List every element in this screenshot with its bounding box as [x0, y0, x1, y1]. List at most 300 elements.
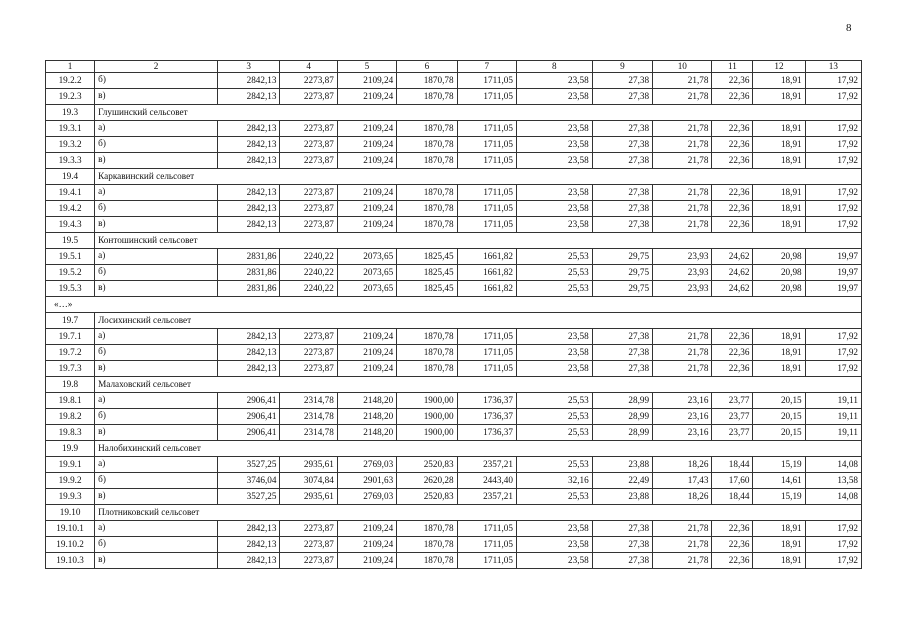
value-cell: 22,36	[712, 73, 753, 89]
value-cell: 18,26	[653, 489, 712, 505]
table-row	[46, 345, 862, 361]
table-row	[46, 425, 862, 441]
value-cell: 21,78	[653, 73, 712, 89]
value-cell: 19,97	[805, 281, 861, 297]
value-cell: 23,93	[653, 249, 712, 265]
value-cell: 2314,78	[280, 393, 337, 409]
table-row	[46, 137, 862, 153]
value-cell: 23,58	[516, 185, 592, 201]
value-cell: 20,15	[753, 425, 805, 441]
table-row	[46, 537, 862, 553]
value-cell: 2314,78	[280, 409, 337, 425]
value-cell: 2842,13	[218, 537, 280, 553]
section-title-cell: Малаховский сельсовет	[95, 377, 862, 393]
row-code-cell: 19.10.3	[46, 553, 95, 569]
row-code-cell: 19.10.2	[46, 537, 95, 553]
value-cell: 2109,24	[337, 521, 396, 537]
ellipsis-row	[46, 297, 862, 313]
table-row	[46, 409, 862, 425]
value-cell: 3527,25	[218, 489, 280, 505]
row-letter-cell: а)	[95, 121, 218, 137]
column-number-cell: 4	[280, 61, 337, 73]
row-letter-cell: б)	[95, 137, 218, 153]
value-cell: 2842,13	[218, 153, 280, 169]
value-cell: 29,75	[592, 281, 652, 297]
column-number-cell: 10	[653, 61, 712, 73]
value-cell: 1661,82	[457, 281, 516, 297]
row-code-cell: 19.7.3	[46, 361, 95, 377]
value-cell: 2769,03	[337, 489, 396, 505]
value-cell: 25,53	[516, 281, 592, 297]
table-row	[46, 393, 862, 409]
value-cell: 2935,61	[280, 489, 337, 505]
value-cell: 22,49	[592, 473, 652, 489]
table-row	[46, 121, 862, 137]
row-letter-cell: б)	[95, 537, 218, 553]
value-cell: 1736,37	[457, 409, 516, 425]
value-cell: 2906,41	[218, 393, 280, 409]
value-cell: 1736,37	[457, 425, 516, 441]
value-cell: 2357,21	[457, 489, 516, 505]
value-cell: 2842,13	[218, 185, 280, 201]
value-cell: 27,38	[592, 73, 652, 89]
row-letter-cell: в)	[95, 153, 218, 169]
value-cell: 28,99	[592, 393, 652, 409]
value-cell: 22,36	[712, 153, 753, 169]
value-cell: 2314,78	[280, 425, 337, 441]
table-header-row	[46, 61, 862, 73]
value-cell: 1900,00	[397, 409, 457, 425]
value-cell: 1870,78	[397, 345, 457, 361]
value-cell: 27,38	[592, 521, 652, 537]
value-cell: 2273,87	[280, 89, 337, 105]
value-cell: 27,38	[592, 361, 652, 377]
value-cell: 2273,87	[280, 217, 337, 233]
value-cell: 2240,22	[280, 265, 337, 281]
value-cell: 23,16	[653, 409, 712, 425]
value-cell: 21,78	[653, 553, 712, 569]
table-row	[46, 521, 862, 537]
table-row	[46, 473, 862, 489]
value-cell: 2109,24	[337, 153, 396, 169]
value-cell: 23,77	[712, 393, 753, 409]
value-cell: 25,53	[516, 249, 592, 265]
value-cell: 27,38	[592, 329, 652, 345]
value-cell: 23,58	[516, 521, 592, 537]
value-cell: 3074,84	[280, 473, 337, 489]
value-cell: 25,53	[516, 409, 592, 425]
table-row	[46, 329, 862, 345]
section-title-cell: Налобихинский сельсовет	[95, 441, 862, 457]
value-cell: 21,78	[653, 201, 712, 217]
value-cell: 2831,86	[218, 265, 280, 281]
value-cell: 1711,05	[457, 217, 516, 233]
section-title-cell: Контошинский сельсовет	[95, 233, 862, 249]
value-cell: 18,91	[753, 201, 805, 217]
table-row	[46, 265, 862, 281]
value-cell: 2769,03	[337, 457, 396, 473]
value-cell: 2073,65	[337, 249, 396, 265]
value-cell: 14,08	[805, 457, 861, 473]
value-cell: 19,11	[805, 409, 861, 425]
value-cell: 23,88	[592, 457, 652, 473]
value-cell: 21,78	[653, 521, 712, 537]
value-cell: 24,62	[712, 265, 753, 281]
value-cell: 22,36	[712, 329, 753, 345]
value-cell: 23,88	[592, 489, 652, 505]
value-cell: 22,36	[712, 121, 753, 137]
table-row	[46, 185, 862, 201]
table-row	[46, 89, 862, 105]
value-cell: 27,38	[592, 217, 652, 233]
row-code-cell: 19.5.3	[46, 281, 95, 297]
row-letter-cell: б)	[95, 345, 218, 361]
value-cell: 24,62	[712, 249, 753, 265]
value-cell: 2842,13	[218, 361, 280, 377]
section-code-cell: 19.9	[46, 441, 95, 457]
value-cell: 2109,24	[337, 329, 396, 345]
row-code-cell: 19.9.1	[46, 457, 95, 473]
value-cell: 25,53	[516, 393, 592, 409]
section-title-cell: Глушинский сельсовет	[95, 105, 862, 121]
value-cell: 2109,24	[337, 361, 396, 377]
row-letter-cell: в)	[95, 217, 218, 233]
tariff-table	[45, 60, 862, 569]
value-cell: 23,58	[516, 537, 592, 553]
value-cell: 2842,13	[218, 329, 280, 345]
value-cell: 2109,24	[337, 553, 396, 569]
value-cell: 1870,78	[397, 185, 457, 201]
row-code-cell: 19.2.2	[46, 73, 95, 89]
section-row	[46, 313, 862, 329]
value-cell: 24,62	[712, 281, 753, 297]
value-cell: 1870,78	[397, 137, 457, 153]
value-cell: 1870,78	[397, 553, 457, 569]
section-row	[46, 233, 862, 249]
row-letter-cell: б)	[95, 201, 218, 217]
value-cell: 25,53	[516, 265, 592, 281]
value-cell: 15,19	[753, 457, 805, 473]
value-cell: 18,91	[753, 73, 805, 89]
row-letter-cell: а)	[95, 393, 218, 409]
column-number-cell: 2	[95, 61, 218, 73]
value-cell: 21,78	[653, 329, 712, 345]
value-cell: 23,16	[653, 425, 712, 441]
value-cell: 23,77	[712, 409, 753, 425]
value-cell: 17,92	[805, 217, 861, 233]
value-cell: 21,78	[653, 217, 712, 233]
value-cell: 23,58	[516, 329, 592, 345]
row-code-cell: 19.4.1	[46, 185, 95, 201]
value-cell: 27,38	[592, 537, 652, 553]
value-cell: 22,36	[712, 185, 753, 201]
value-cell: 23,58	[516, 153, 592, 169]
value-cell: 21,78	[653, 185, 712, 201]
section-code-cell: 19.8	[46, 377, 95, 393]
value-cell: 20,98	[753, 265, 805, 281]
table-row	[46, 73, 862, 89]
section-code-cell: 19.7	[46, 313, 95, 329]
value-cell: 17,92	[805, 121, 861, 137]
column-number-cell: 12	[753, 61, 805, 73]
value-cell: 17,60	[712, 473, 753, 489]
value-cell: 27,38	[592, 553, 652, 569]
value-cell: 2520,83	[397, 457, 457, 473]
value-cell: 23,58	[516, 217, 592, 233]
value-cell: 17,43	[653, 473, 712, 489]
section-row	[46, 377, 862, 393]
table-row	[46, 361, 862, 377]
value-cell: 18,91	[753, 217, 805, 233]
value-cell: 2073,65	[337, 281, 396, 297]
value-cell: 21,78	[653, 153, 712, 169]
value-cell: 17,92	[805, 73, 861, 89]
value-cell: 22,36	[712, 137, 753, 153]
value-cell: 1711,05	[457, 153, 516, 169]
value-cell: 23,58	[516, 73, 592, 89]
column-number-cell: 9	[592, 61, 652, 73]
value-cell: 2831,86	[218, 249, 280, 265]
table-row	[46, 457, 862, 473]
row-letter-cell: б)	[95, 73, 218, 89]
value-cell: 2273,87	[280, 185, 337, 201]
value-cell: 1711,05	[457, 521, 516, 537]
column-number-cell: 1	[46, 61, 95, 73]
value-cell: 2109,24	[337, 537, 396, 553]
value-cell: 32,16	[516, 473, 592, 489]
value-cell: 27,38	[592, 345, 652, 361]
value-cell: 1711,05	[457, 89, 516, 105]
value-cell: 23,58	[516, 345, 592, 361]
value-cell: 1870,78	[397, 121, 457, 137]
value-cell: 1870,78	[397, 153, 457, 169]
section-code-cell: 19.4	[46, 169, 95, 185]
ellipsis-cell: «…»	[46, 297, 862, 313]
value-cell: 2273,87	[280, 153, 337, 169]
value-cell: 23,58	[516, 137, 592, 153]
value-cell: 14,61	[753, 473, 805, 489]
value-cell: 18,91	[753, 361, 805, 377]
row-code-cell: 19.8.2	[46, 409, 95, 425]
value-cell: 2109,24	[337, 89, 396, 105]
value-cell: 17,92	[805, 361, 861, 377]
value-cell: 18,91	[753, 345, 805, 361]
value-cell: 2842,13	[218, 137, 280, 153]
value-cell: 1900,00	[397, 425, 457, 441]
value-cell: 14,08	[805, 489, 861, 505]
value-cell: 1736,37	[457, 393, 516, 409]
value-cell: 2842,13	[218, 345, 280, 361]
section-code-cell: 19.10	[46, 505, 95, 521]
value-cell: 2842,13	[218, 217, 280, 233]
value-cell: 20,98	[753, 249, 805, 265]
table-row	[46, 553, 862, 569]
value-cell: 23,58	[516, 121, 592, 137]
value-cell: 28,99	[592, 409, 652, 425]
section-title-cell: Лосихинский сельсовет	[95, 313, 862, 329]
value-cell: 2842,13	[218, 89, 280, 105]
value-cell: 18,91	[753, 89, 805, 105]
value-cell: 28,99	[592, 425, 652, 441]
section-code-cell: 19.3	[46, 105, 95, 121]
value-cell: 2906,41	[218, 409, 280, 425]
row-letter-cell: в)	[95, 281, 218, 297]
value-cell: 27,38	[592, 137, 652, 153]
value-cell: 19,97	[805, 249, 861, 265]
section-row	[46, 441, 862, 457]
value-cell: 2273,87	[280, 521, 337, 537]
table-row	[46, 281, 862, 297]
value-cell: 17,92	[805, 137, 861, 153]
value-cell: 2842,13	[218, 521, 280, 537]
value-cell: 29,75	[592, 249, 652, 265]
value-cell: 21,78	[653, 361, 712, 377]
section-row	[46, 105, 862, 121]
row-letter-cell: в)	[95, 489, 218, 505]
value-cell: 2109,24	[337, 201, 396, 217]
row-code-cell: 19.3.3	[46, 153, 95, 169]
value-cell: 27,38	[592, 89, 652, 105]
value-cell: 1825,45	[397, 265, 457, 281]
page-number: 8	[846, 22, 852, 34]
value-cell: 1870,78	[397, 217, 457, 233]
row-code-cell: 19.3.2	[46, 137, 95, 153]
value-cell: 2273,87	[280, 201, 337, 217]
value-cell: 21,78	[653, 345, 712, 361]
value-cell: 18,91	[753, 137, 805, 153]
value-cell: 1711,05	[457, 201, 516, 217]
value-cell: 2901,63	[337, 473, 396, 489]
value-cell: 2842,13	[218, 121, 280, 137]
value-cell: 1711,05	[457, 537, 516, 553]
value-cell: 1870,78	[397, 537, 457, 553]
value-cell: 2109,24	[337, 345, 396, 361]
value-cell: 22,36	[712, 361, 753, 377]
value-cell: 21,78	[653, 89, 712, 105]
value-cell: 19,11	[805, 425, 861, 441]
value-cell: 22,36	[712, 521, 753, 537]
row-code-cell: 19.8.1	[46, 393, 95, 409]
table-body	[46, 61, 862, 569]
value-cell: 2073,65	[337, 265, 396, 281]
value-cell: 1870,78	[397, 521, 457, 537]
value-cell: 23,58	[516, 361, 592, 377]
value-cell: 19,11	[805, 393, 861, 409]
value-cell: 15,19	[753, 489, 805, 505]
value-cell: 25,53	[516, 425, 592, 441]
value-cell: 2148,20	[337, 393, 396, 409]
value-cell: 1711,05	[457, 73, 516, 89]
value-cell: 2357,21	[457, 457, 516, 473]
row-letter-cell: б)	[95, 409, 218, 425]
column-number-cell: 8	[516, 61, 592, 73]
value-cell: 21,78	[653, 121, 712, 137]
value-cell: 27,38	[592, 121, 652, 137]
value-cell: 2148,20	[337, 425, 396, 441]
value-cell: 1870,78	[397, 329, 457, 345]
value-cell: 2273,87	[280, 537, 337, 553]
value-cell: 2842,13	[218, 553, 280, 569]
value-cell: 23,93	[653, 281, 712, 297]
row-code-cell: 19.8.3	[46, 425, 95, 441]
value-cell: 1711,05	[457, 361, 516, 377]
value-cell: 22,36	[712, 537, 753, 553]
value-cell: 23,58	[516, 201, 592, 217]
value-cell: 2273,87	[280, 329, 337, 345]
value-cell: 1711,05	[457, 329, 516, 345]
value-cell: 19,97	[805, 265, 861, 281]
value-cell: 18,91	[753, 329, 805, 345]
value-cell: 22,36	[712, 553, 753, 569]
section-code-cell: 19.5	[46, 233, 95, 249]
value-cell: 20,15	[753, 393, 805, 409]
value-cell: 2273,87	[280, 137, 337, 153]
row-letter-cell: а)	[95, 249, 218, 265]
column-number-cell: 3	[218, 61, 280, 73]
row-letter-cell: б)	[95, 265, 218, 281]
value-cell: 1900,00	[397, 393, 457, 409]
table-row	[46, 489, 862, 505]
value-cell: 25,53	[516, 457, 592, 473]
value-cell: 2935,61	[280, 457, 337, 473]
value-cell: 20,98	[753, 281, 805, 297]
table-row	[46, 201, 862, 217]
value-cell: 18,91	[753, 121, 805, 137]
value-cell: 13,58	[805, 473, 861, 489]
row-code-cell: 19.9.3	[46, 489, 95, 505]
value-cell: 1825,45	[397, 249, 457, 265]
value-cell: 18,44	[712, 457, 753, 473]
column-number-cell: 7	[457, 61, 516, 73]
value-cell: 27,38	[592, 201, 652, 217]
value-cell: 3527,25	[218, 457, 280, 473]
value-cell: 2906,41	[218, 425, 280, 441]
value-cell: 23,93	[653, 265, 712, 281]
value-cell: 1711,05	[457, 137, 516, 153]
value-cell: 2273,87	[280, 361, 337, 377]
value-cell: 1711,05	[457, 553, 516, 569]
column-number-cell: 13	[805, 61, 861, 73]
value-cell: 17,92	[805, 89, 861, 105]
column-number-cell: 6	[397, 61, 457, 73]
value-cell: 20,15	[753, 409, 805, 425]
value-cell: 23,58	[516, 89, 592, 105]
value-cell: 2240,22	[280, 249, 337, 265]
value-cell: 2842,13	[218, 73, 280, 89]
row-letter-cell: а)	[95, 185, 218, 201]
value-cell: 2109,24	[337, 121, 396, 137]
value-cell: 1661,82	[457, 265, 516, 281]
value-cell: 21,78	[653, 137, 712, 153]
value-cell: 1711,05	[457, 121, 516, 137]
value-cell: 1870,78	[397, 89, 457, 105]
value-cell: 1661,82	[457, 249, 516, 265]
value-cell: 22,36	[712, 89, 753, 105]
table-row	[46, 153, 862, 169]
value-cell: 2520,83	[397, 489, 457, 505]
value-cell: 18,44	[712, 489, 753, 505]
value-cell: 2109,24	[337, 73, 396, 89]
value-cell: 2620,28	[397, 473, 457, 489]
value-cell: 27,38	[592, 153, 652, 169]
value-cell: 2273,87	[280, 73, 337, 89]
value-cell: 22,36	[712, 345, 753, 361]
value-cell: 22,36	[712, 201, 753, 217]
row-code-cell: 19.7.1	[46, 329, 95, 345]
value-cell: 17,92	[805, 553, 861, 569]
value-cell: 2273,87	[280, 121, 337, 137]
section-row	[46, 169, 862, 185]
